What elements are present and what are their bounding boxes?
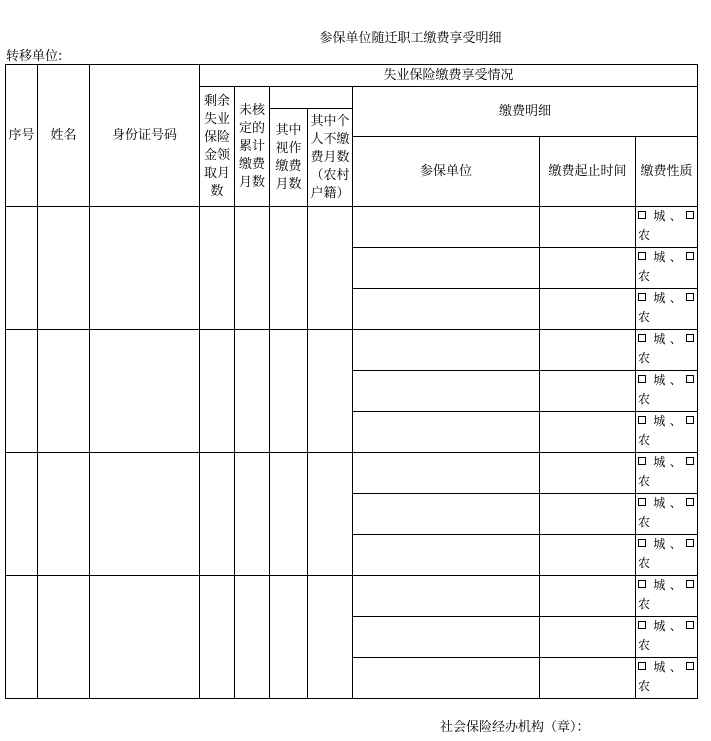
rural-label: 农: [638, 638, 651, 652]
not-paid-months-cell[interactable]: [308, 330, 353, 453]
payment-nature-cell: [636, 658, 698, 699]
page-title: 参保单位随迁职工缴费享受明细: [319, 31, 502, 46]
payment-period-cell[interactable]: [540, 494, 636, 535]
urban-label: 城: [649, 455, 670, 469]
header-id-number: 身份证号码: [90, 65, 200, 207]
urban-checkbox[interactable]: [638, 416, 646, 424]
rural-checkbox[interactable]: [686, 498, 694, 506]
urban-label: 城: [649, 332, 670, 346]
urban-label: 城: [649, 291, 670, 305]
unverified-months-cell[interactable]: [235, 453, 270, 576]
insured-unit-cell[interactable]: [353, 248, 540, 289]
option-separator: 、: [669, 332, 687, 346]
deemed-months-cell[interactable]: [270, 576, 308, 699]
urban-label: 城: [649, 496, 670, 510]
urban-checkbox[interactable]: [638, 252, 646, 260]
not-paid-months-cell[interactable]: [308, 207, 353, 330]
table-row: [6, 576, 698, 617]
option-separator: 、: [669, 578, 687, 592]
payment-period-cell[interactable]: [540, 535, 636, 576]
header-unverified-months: 未核定的累计缴费月数: [235, 87, 270, 207]
payment-period-cell[interactable]: [540, 248, 636, 289]
rural-label: 农: [638, 556, 651, 570]
seq-cell[interactable]: [6, 576, 38, 699]
header-name: 姓名: [38, 65, 90, 207]
option-separator: 、: [669, 619, 687, 633]
payment-period-cell[interactable]: [540, 207, 636, 248]
footer-agency-seal: 社会保险经办机构（章）：: [440, 720, 590, 735]
header-blank-cell: [270, 87, 353, 109]
name-cell[interactable]: [38, 330, 90, 453]
rural-label: 农: [638, 515, 651, 529]
insured-unit-cell[interactable]: [353, 371, 540, 412]
rural-checkbox[interactable]: [686, 375, 694, 383]
urban-checkbox[interactable]: [638, 457, 646, 465]
insured-unit-cell[interactable]: [353, 412, 540, 453]
insured-unit-cell[interactable]: [353, 330, 540, 371]
unverified-months-cell[interactable]: [235, 207, 270, 330]
option-separator: 、: [669, 414, 687, 428]
urban-label: 城: [649, 619, 670, 633]
payment-nature-cell: [636, 371, 698, 412]
rural-label: 农: [638, 679, 651, 693]
rural-label: 农: [638, 474, 651, 488]
header-deemed-months: 其中视作缴费月数: [270, 109, 308, 207]
payment-period-cell[interactable]: [540, 289, 636, 330]
payment-nature-cell: [636, 576, 698, 617]
payment-period-cell[interactable]: [540, 576, 636, 617]
id-number-cell[interactable]: [90, 576, 200, 699]
urban-checkbox[interactable]: [638, 498, 646, 506]
insured-unit-cell[interactable]: [353, 289, 540, 330]
table-row: [6, 207, 698, 248]
urban-checkbox[interactable]: [638, 580, 646, 588]
payment-period-cell[interactable]: [540, 617, 636, 658]
payment-period-cell[interactable]: [540, 412, 636, 453]
payment-nature-cell: [636, 330, 698, 371]
insured-unit-cell[interactable]: [353, 494, 540, 535]
rural-checkbox[interactable]: [686, 293, 694, 301]
id-number-cell[interactable]: [90, 453, 200, 576]
payment-nature-cell: [636, 248, 698, 289]
payment-period-cell[interactable]: [540, 453, 636, 494]
not-paid-months-cell[interactable]: [308, 576, 353, 699]
seq-cell[interactable]: [6, 330, 38, 453]
remaining-months-cell[interactable]: [200, 207, 235, 330]
rural-checkbox[interactable]: [686, 334, 694, 342]
rural-checkbox[interactable]: [686, 211, 694, 219]
not-paid-months-cell[interactable]: [308, 453, 353, 576]
urban-checkbox[interactable]: [638, 621, 646, 629]
urban-checkbox[interactable]: [638, 539, 646, 547]
deemed-months-cell[interactable]: [270, 330, 308, 453]
header-seq: 序号: [6, 65, 38, 207]
unverified-months-cell[interactable]: [235, 576, 270, 699]
insured-unit-cell[interactable]: [353, 453, 540, 494]
rural-label: 农: [638, 392, 651, 406]
rural-label: 农: [638, 597, 651, 611]
name-cell[interactable]: [38, 576, 90, 699]
urban-label: 城: [649, 373, 670, 387]
urban-checkbox[interactable]: [638, 662, 646, 670]
option-separator: 、: [669, 373, 687, 387]
option-separator: 、: [669, 455, 687, 469]
unverified-months-cell[interactable]: [235, 330, 270, 453]
rural-checkbox[interactable]: [686, 252, 694, 260]
urban-checkbox[interactable]: [638, 211, 646, 219]
deemed-months-cell[interactable]: [270, 453, 308, 576]
urban-checkbox[interactable]: [638, 293, 646, 301]
header-payment-nature: 缴费性质: [636, 137, 698, 207]
header-insurance-situation: 失业保险缴费享受情况: [200, 65, 698, 87]
id-number-cell[interactable]: [90, 330, 200, 453]
rural-checkbox[interactable]: [686, 416, 694, 424]
rural-label: 农: [638, 433, 651, 447]
option-separator: 、: [669, 537, 687, 551]
remaining-months-cell[interactable]: [200, 576, 235, 699]
payment-nature-cell: [636, 289, 698, 330]
remaining-months-cell[interactable]: [200, 330, 235, 453]
insured-unit-cell[interactable]: [353, 535, 540, 576]
rural-checkbox[interactable]: [686, 662, 694, 670]
urban-label: 城: [649, 209, 670, 223]
urban-checkbox[interactable]: [638, 334, 646, 342]
insured-unit-cell[interactable]: [353, 658, 540, 699]
payment-nature-cell: [636, 535, 698, 576]
payment-nature-cell: [636, 207, 698, 248]
header-payment-detail: 缴费明细: [353, 87, 698, 137]
urban-label: 城: [649, 660, 670, 674]
urban-label: 城: [649, 414, 670, 428]
payment-nature-cell: [636, 617, 698, 658]
rural-checkbox[interactable]: [686, 621, 694, 629]
payment-nature-cell: [636, 453, 698, 494]
rural-label: 农: [638, 351, 651, 365]
rural-label: 农: [638, 310, 651, 324]
header-insured-unit: 参保单位: [353, 137, 540, 207]
header-not-paid-months: 其中个人不缴费月数（农村户籍）: [308, 109, 353, 207]
rural-checkbox[interactable]: [686, 580, 694, 588]
payment-nature-cell: [636, 412, 698, 453]
payment-period-cell[interactable]: [540, 658, 636, 699]
header-payment-period: 缴费起止时间: [540, 137, 636, 207]
insured-unit-cell[interactable]: [353, 617, 540, 658]
urban-label: 城: [649, 578, 670, 592]
option-separator: 、: [669, 250, 687, 264]
rural-checkbox[interactable]: [686, 539, 694, 547]
option-separator: 、: [669, 496, 687, 510]
detail-table: [5, 64, 698, 699]
option-separator: 、: [669, 291, 687, 305]
payment-nature-cell: [636, 494, 698, 535]
insured-unit-cell[interactable]: [353, 207, 540, 248]
urban-label: 城: [649, 537, 670, 551]
remaining-months-cell[interactable]: [200, 453, 235, 576]
option-separator: 、: [669, 660, 687, 674]
rural-checkbox[interactable]: [686, 457, 694, 465]
urban-checkbox[interactable]: [638, 375, 646, 383]
deemed-months-cell[interactable]: [270, 207, 308, 330]
rural-label: 农: [638, 228, 651, 242]
name-cell[interactable]: [38, 453, 90, 576]
payment-period-cell[interactable]: [540, 330, 636, 371]
rural-label: 农: [638, 269, 651, 283]
seq-cell[interactable]: [6, 207, 38, 330]
payment-period-cell[interactable]: [540, 371, 636, 412]
table-row: [6, 330, 698, 371]
option-separator: 、: [669, 209, 687, 223]
transfer-unit-label: 转移单位:: [6, 49, 63, 64]
table-row: [6, 453, 698, 494]
header-remaining-months: 剩余失业保险金领取月数: [200, 87, 235, 207]
name-cell[interactable]: [38, 207, 90, 330]
insured-unit-cell[interactable]: [353, 576, 540, 617]
id-number-cell[interactable]: [90, 207, 200, 330]
seq-cell[interactable]: [6, 453, 38, 576]
urban-label: 城: [649, 250, 670, 264]
